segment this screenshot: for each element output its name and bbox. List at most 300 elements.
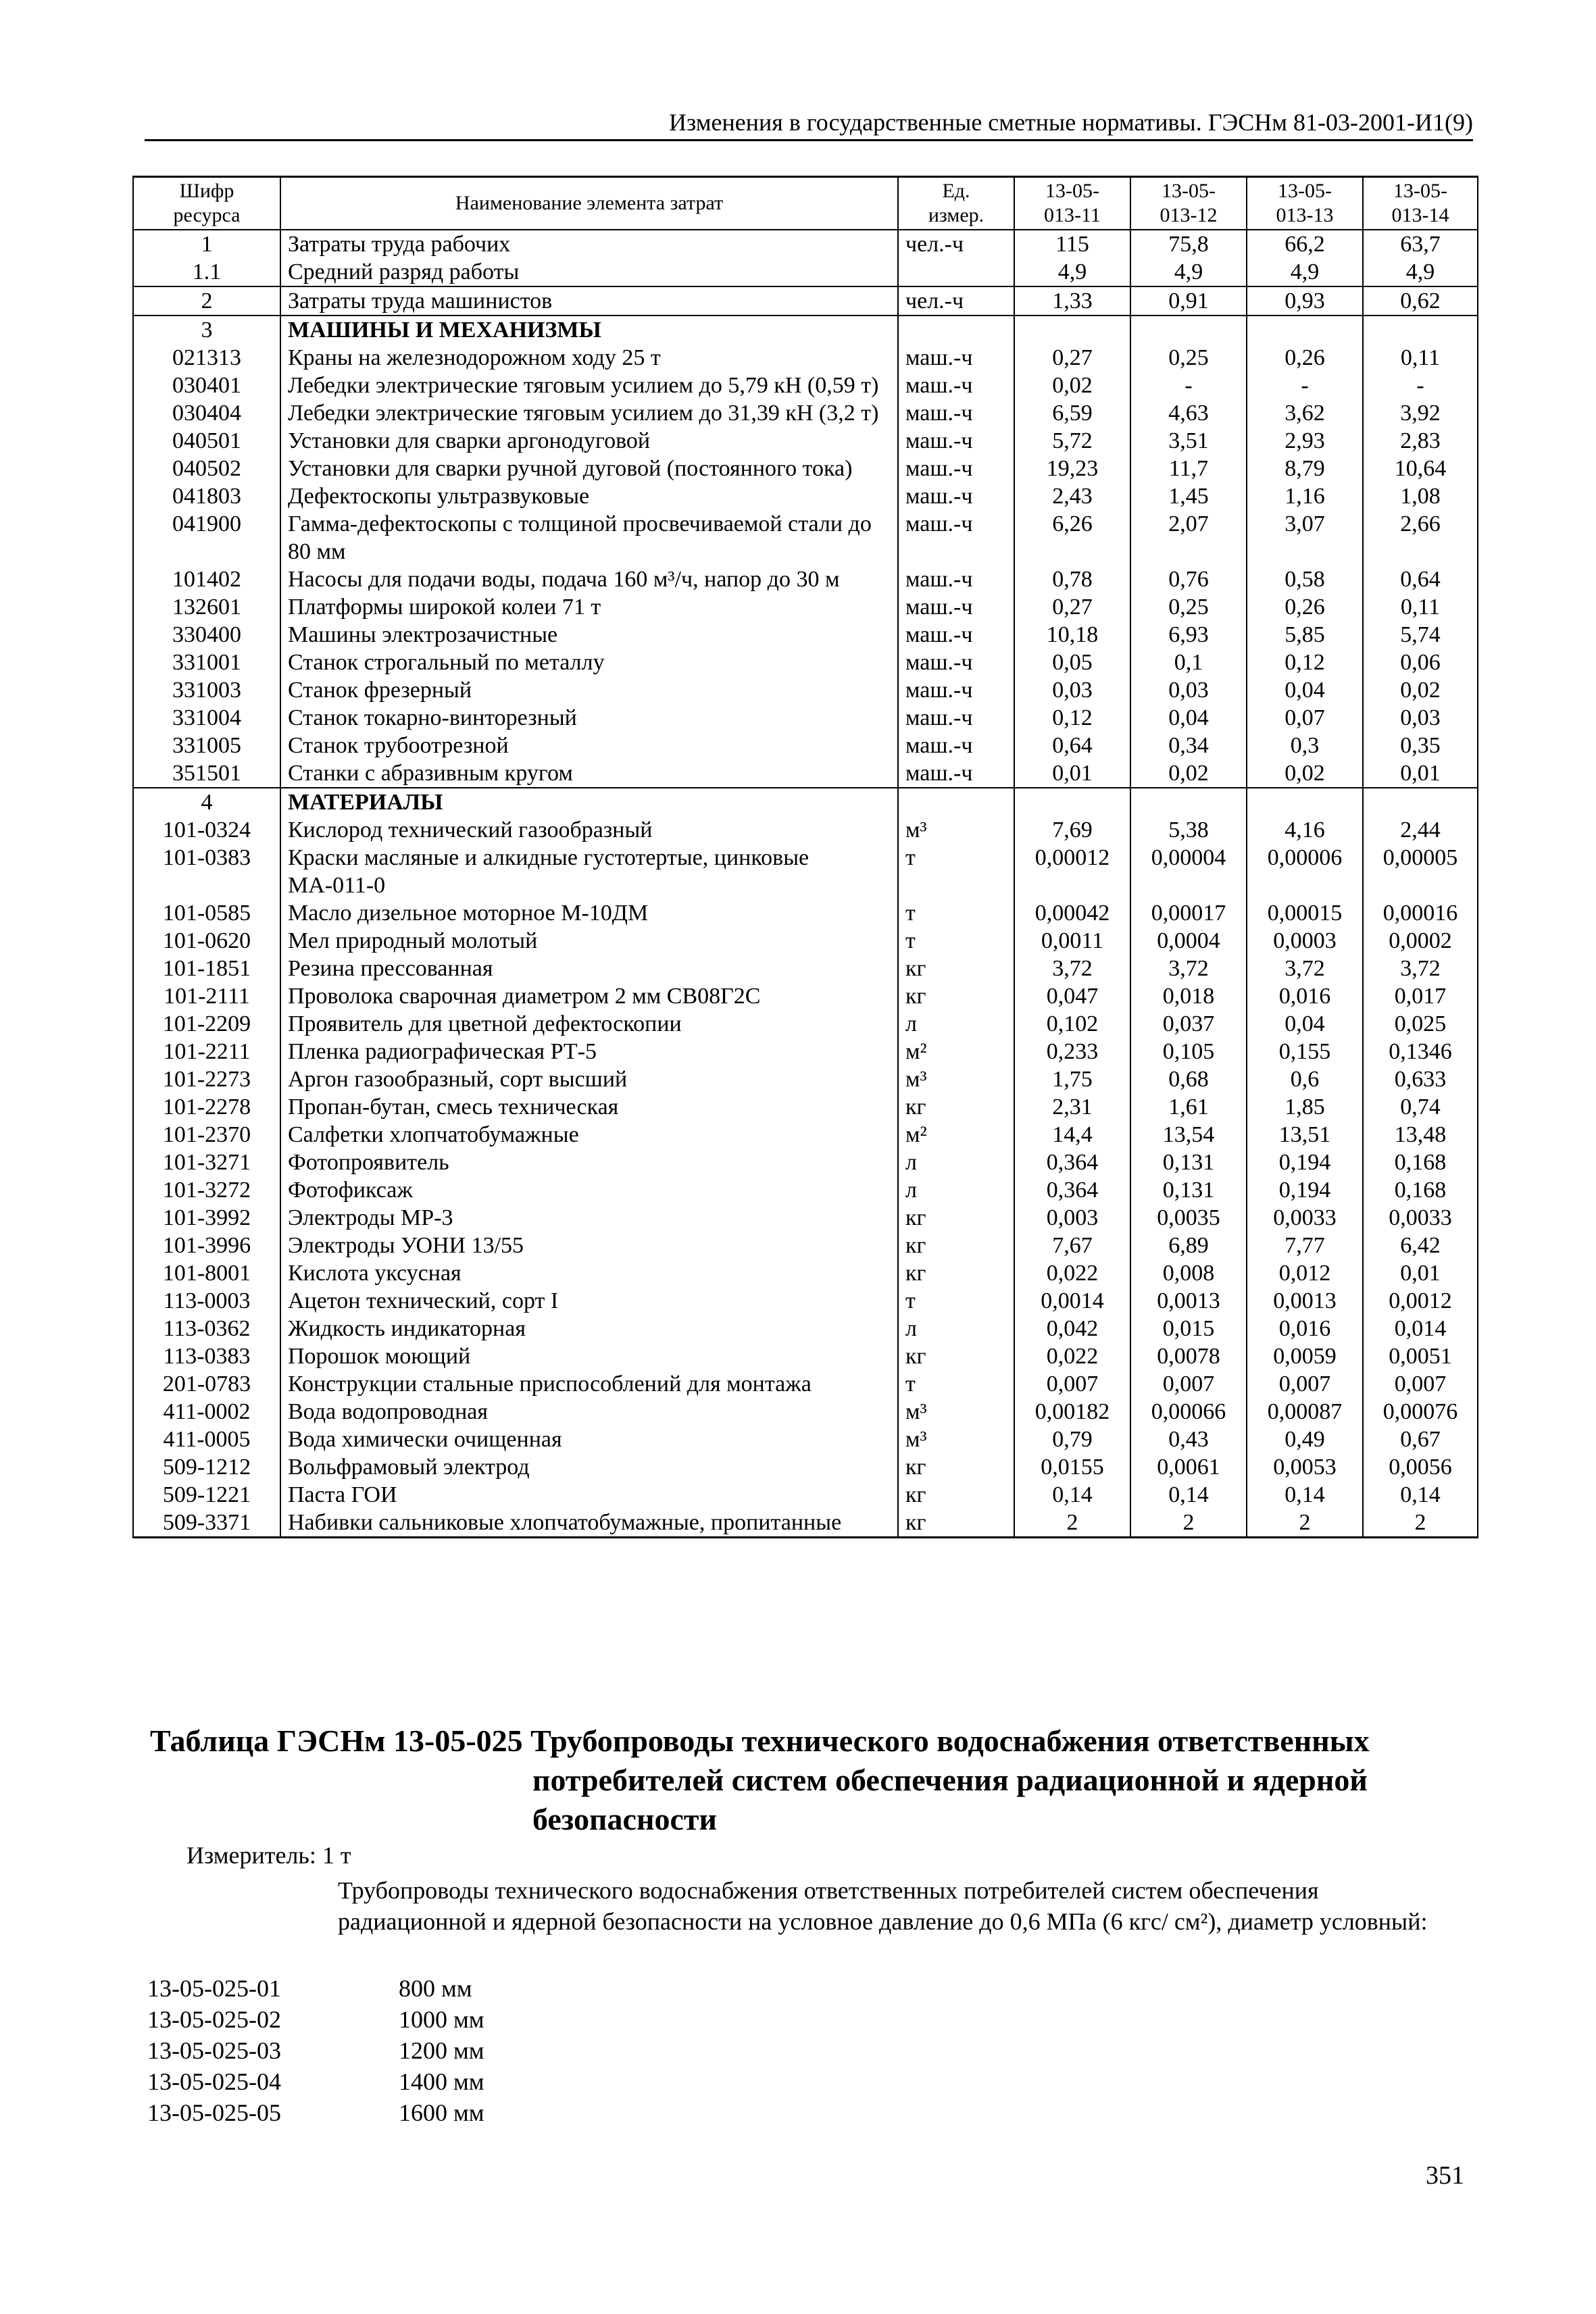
resource-name-cell: Затраты труда рабочих — [280, 230, 898, 258]
unit-cell: м³ — [898, 1426, 1014, 1453]
resource-code-cell: 331004 — [133, 704, 280, 732]
value-cell: 13,48 — [1363, 1121, 1478, 1149]
unit-cell: кг — [898, 1342, 1014, 1370]
value-cell: 4,9 — [1130, 258, 1247, 286]
resource-name-cell: Вода водопроводная — [280, 1398, 898, 1426]
resource-name-cell: Пропан-бутан, смесь техническая — [280, 1093, 898, 1121]
unit-cell: м³ — [898, 1398, 1014, 1426]
value-cell: 0,0002 — [1363, 927, 1478, 955]
unit-cell: м³ — [898, 1065, 1014, 1093]
resource-name-cell: Дефектоскопы ультразвуковые — [280, 482, 898, 510]
column-header-line: ресурса — [173, 204, 241, 226]
resource-code-cell: 040502 — [133, 455, 280, 482]
value-cell: 0,233 — [1014, 1038, 1130, 1065]
value-cell: 2,93 — [1247, 427, 1363, 455]
value-cell — [1014, 788, 1130, 816]
unit-cell — [898, 788, 1014, 816]
value-cell: 3,72 — [1014, 955, 1130, 982]
value-cell: 0,012 — [1247, 1259, 1363, 1287]
value-cell: 3,92 — [1363, 399, 1478, 427]
unit-cell: маш.-ч — [898, 732, 1014, 759]
variant-code: 13-05-025-01 — [147, 1975, 281, 2002]
value-cell: 0,0033 — [1363, 1204, 1478, 1232]
value-cell: 0,04 — [1130, 704, 1247, 732]
table-row — [133, 1287, 1478, 1315]
unit-cell: маш.-ч — [898, 704, 1014, 732]
value-cell: 13,54 — [1130, 1121, 1247, 1149]
resource-code-cell: 101-8001 — [133, 1259, 280, 1287]
table-row — [133, 1038, 1478, 1065]
value-cell: 0,02 — [1363, 676, 1478, 704]
resource-name-cell: Конструкции стальные приспособлений для монтажа — [280, 1370, 898, 1398]
value-cell — [1014, 316, 1130, 344]
resource-code-cell: 331001 — [133, 649, 280, 676]
value-cell: 8,79 — [1247, 455, 1363, 482]
unit-cell: чел.-ч — [898, 230, 1014, 258]
value-cell: 0,131 — [1130, 1176, 1247, 1204]
resource-name-cell: Проволока сварочная диаметром 2 мм СВ08Г2С — [280, 982, 898, 1010]
value-cell: 0,07 — [1247, 704, 1363, 732]
resource-name-cell: Станки с абразивным кругом — [280, 759, 898, 788]
value-cell: 1,61 — [1130, 1093, 1247, 1121]
table-row — [133, 676, 1478, 704]
value-cell: 10,64 — [1363, 455, 1478, 482]
resource-name-cell: Мел природный молотый — [280, 927, 898, 955]
table-row — [133, 927, 1478, 955]
unit-cell: кг — [898, 1093, 1014, 1121]
column-header-line: 013-11 — [1044, 204, 1101, 226]
table-row — [133, 1481, 1478, 1509]
value-cell: 4,9 — [1247, 258, 1363, 286]
value-cell: 0,0056 — [1363, 1453, 1478, 1481]
value-cell: 2 — [1363, 1509, 1478, 1538]
resource-code-cell: 101-0383 — [133, 844, 280, 899]
column-header — [1014, 177, 1130, 230]
value-cell: 0,0155 — [1014, 1453, 1130, 1481]
value-cell: 7,67 — [1014, 1232, 1130, 1259]
value-cell: 0,67 — [1363, 1426, 1478, 1453]
unit-cell: маш.-ч — [898, 510, 1014, 565]
value-cell — [1247, 788, 1363, 816]
value-cell: 2 — [1014, 1509, 1130, 1538]
resource-name-cell: Станок токарно-винторезный — [280, 704, 898, 732]
table-row — [133, 372, 1478, 399]
value-cell: 2 — [1247, 1509, 1363, 1538]
value-cell: 2,43 — [1014, 482, 1130, 510]
value-cell — [1247, 316, 1363, 344]
value-cell: 14,4 — [1014, 1121, 1130, 1149]
unit-cell: л — [898, 1010, 1014, 1038]
value-cell: 0,02 — [1014, 372, 1130, 399]
unit-cell: маш.-ч — [898, 676, 1014, 704]
resource-code-cell: 351501 — [133, 759, 280, 788]
unit-cell: маш.-ч — [898, 344, 1014, 372]
resource-name-cell: МАТЕРИАЛЫ — [280, 788, 898, 816]
value-cell: 0,364 — [1014, 1176, 1130, 1204]
resource-name-cell: Аргон газообразный, сорт высший — [280, 1065, 898, 1093]
value-cell: 3,51 — [1130, 427, 1247, 455]
value-cell: 0,14 — [1014, 1481, 1130, 1509]
value-cell: 0,79 — [1014, 1426, 1130, 1453]
value-cell: 19,23 — [1014, 455, 1130, 482]
value-cell: 0,27 — [1014, 344, 1130, 372]
resource-code-cell: 509-3371 — [133, 1509, 280, 1538]
value-cell: 0,015 — [1130, 1315, 1247, 1342]
column-header-line: 013-12 — [1159, 204, 1218, 226]
column-header-line: Шифр — [179, 180, 234, 202]
value-cell: 0,0033 — [1247, 1204, 1363, 1232]
value-cell: 6,26 — [1014, 510, 1130, 565]
unit-cell: маш.-ч — [898, 621, 1014, 649]
resource-code-cell: 101-2370 — [133, 1121, 280, 1149]
value-cell: 0,01 — [1363, 1259, 1478, 1287]
column-header-line: Наименование элемента затрат — [455, 192, 724, 214]
value-cell: 0,64 — [1363, 565, 1478, 593]
column-header-line: 13-05- — [1162, 180, 1216, 202]
table-row — [133, 1121, 1478, 1149]
variant-code: 13-05-025-04 — [147, 2068, 281, 2095]
column-header — [1363, 177, 1478, 230]
running-header — [145, 105, 1473, 141]
value-cell: 0,155 — [1247, 1038, 1363, 1065]
table-row — [133, 1093, 1478, 1121]
resource-name-cell: Жидкость индикаторная — [280, 1315, 898, 1342]
value-cell: 0,105 — [1130, 1038, 1247, 1065]
value-cell: 0,14 — [1130, 1481, 1247, 1509]
resource-code-cell: 101-2278 — [133, 1093, 280, 1121]
value-cell: 0,05 — [1014, 649, 1130, 676]
unit-cell: т — [898, 927, 1014, 955]
resource-code-cell: 113-0362 — [133, 1315, 280, 1342]
value-cell: 0,025 — [1363, 1010, 1478, 1038]
variant-diameter: 1600 мм — [399, 2099, 484, 2126]
resource-code-cell: 113-0383 — [133, 1342, 280, 1370]
unit-cell: чел.-ч — [898, 286, 1014, 316]
resource-code-cell: 101-3992 — [133, 1204, 280, 1232]
variant-diameter: 800 мм — [399, 1975, 472, 2002]
unit-cell: л — [898, 1315, 1014, 1342]
value-cell: 0,633 — [1363, 1065, 1478, 1093]
value-cell: 0,0014 — [1014, 1287, 1130, 1315]
value-cell: 2,83 — [1363, 427, 1478, 455]
page-number: 351 — [1426, 2161, 1464, 2190]
resource-name-cell: Проявитель для цветной дефектоскопии — [280, 1010, 898, 1038]
value-cell: 66,2 — [1247, 230, 1363, 258]
value-cell: 3,72 — [1363, 955, 1478, 982]
value-cell: 0,007 — [1130, 1370, 1247, 1398]
value-cell: 2 — [1130, 1509, 1247, 1538]
value-cell: 6,59 — [1014, 399, 1130, 427]
value-cell: 13,51 — [1247, 1121, 1363, 1149]
resource-name-cell: Станок строгальный по металлу — [280, 649, 898, 676]
unit-cell: маш.-ч — [898, 593, 1014, 621]
value-cell: 0,26 — [1247, 593, 1363, 621]
value-cell: 0,26 — [1247, 344, 1363, 372]
value-cell: 0,00004 — [1130, 844, 1247, 899]
column-header — [280, 177, 898, 230]
table-row — [133, 759, 1478, 788]
table-row — [133, 510, 1478, 565]
value-cell: 0,00076 — [1363, 1398, 1478, 1426]
value-cell: 10,18 — [1014, 621, 1130, 649]
value-cell: 0,11 — [1363, 593, 1478, 621]
resource-code-cell: 330400 — [133, 621, 280, 649]
value-cell: 0,43 — [1130, 1426, 1247, 1453]
resource-table — [132, 176, 1478, 1538]
value-cell: 0,04 — [1247, 676, 1363, 704]
value-cell: 3,72 — [1130, 955, 1247, 982]
table-row — [133, 344, 1478, 372]
table-row — [133, 1398, 1478, 1426]
table-row — [133, 844, 1478, 899]
resource-code-cell: 030404 — [133, 399, 280, 427]
column-header-line: измер. — [928, 204, 984, 226]
unit-cell — [898, 316, 1014, 344]
value-cell: 0,1346 — [1363, 1038, 1478, 1065]
column-header — [133, 177, 280, 230]
table-row — [133, 286, 1478, 316]
value-cell: 3,62 — [1247, 399, 1363, 427]
table-row — [133, 1149, 1478, 1176]
work-description: Трубопроводы технического водоснабжения ответственных потребителей систем обеспечения радиационной и ядерной безопасности на условное давление до 0,6 МПа (6 кгс/ см²), диаметр условный: — [338, 1877, 1428, 1935]
unit-cell: маш.-ч — [898, 455, 1014, 482]
value-cell: 0,01 — [1014, 759, 1130, 788]
value-cell: 0,14 — [1247, 1481, 1363, 1509]
resource-name-cell: Станок фрезерный — [280, 676, 898, 704]
value-cell: 0,12 — [1014, 704, 1130, 732]
value-cell: 0,008 — [1130, 1259, 1247, 1287]
resource-code-cell: 201-0783 — [133, 1370, 280, 1398]
value-cell: 0,0013 — [1247, 1287, 1363, 1315]
unit-cell: кг — [898, 1204, 1014, 1232]
value-cell: 0,00006 — [1247, 844, 1363, 899]
table-row — [133, 316, 1478, 344]
column-header — [898, 177, 1014, 230]
resource-name-cell: Кислота уксусная — [280, 1259, 898, 1287]
value-cell: 0,03 — [1014, 676, 1130, 704]
table-row — [133, 732, 1478, 759]
value-cell: 0,022 — [1014, 1259, 1130, 1287]
resource-code-cell: 041900 — [133, 510, 280, 565]
value-cell: 115 — [1014, 230, 1130, 258]
table-title-line-2: потребителей систем обеспечения радиационной и ядерной — [532, 1763, 1368, 1797]
value-cell: 0,0051 — [1363, 1342, 1478, 1370]
value-cell: 0,016 — [1247, 982, 1363, 1010]
resource-code-cell: 101-3272 — [133, 1176, 280, 1204]
value-cell: 0,58 — [1247, 565, 1363, 593]
unit-cell — [898, 258, 1014, 286]
table-row — [133, 1204, 1478, 1232]
table-row — [133, 1342, 1478, 1370]
resource-code-cell: 3 — [133, 316, 280, 344]
table-row — [133, 258, 1478, 286]
table-row — [133, 982, 1478, 1010]
value-cell: 1,75 — [1014, 1065, 1130, 1093]
resource-name-cell: Фотофиксаж — [280, 1176, 898, 1204]
value-cell: 0,003 — [1014, 1204, 1130, 1232]
running-header-text: Изменения в государственные сметные нормативы. ГЭСНм 81-03-2001-И1(9) — [669, 109, 1473, 136]
value-cell: 6,93 — [1130, 621, 1247, 649]
value-cell: 4,9 — [1014, 258, 1130, 286]
value-cell — [1130, 316, 1247, 344]
value-cell: 0,27 — [1014, 593, 1130, 621]
value-cell: 0,194 — [1247, 1149, 1363, 1176]
unit-cell: т — [898, 844, 1014, 899]
value-cell: 0,01 — [1363, 759, 1478, 788]
value-cell: 0,68 — [1130, 1065, 1247, 1093]
table-header-row — [133, 177, 1478, 230]
value-cell: 0,74 — [1363, 1093, 1478, 1121]
resource-code-cell: 101-3271 — [133, 1149, 280, 1176]
resource-name-cell: Затраты труда машинистов — [280, 286, 898, 316]
resource-code-cell: 040501 — [133, 427, 280, 455]
value-cell: 0,00087 — [1247, 1398, 1363, 1426]
unit-cell: маш.-ч — [898, 399, 1014, 427]
resource-code-cell: 411-0002 — [133, 1398, 280, 1426]
table-row — [133, 455, 1478, 482]
resource-code-cell: 101-2209 — [133, 1010, 280, 1038]
resource-code-cell: 101-2273 — [133, 1065, 280, 1093]
table-row — [133, 816, 1478, 844]
value-cell: 0,00015 — [1247, 899, 1363, 927]
resource-code-cell: 101-0620 — [133, 927, 280, 955]
table-row — [133, 593, 1478, 621]
resource-name-cell: Резина прессованная — [280, 955, 898, 982]
table-row — [133, 1259, 1478, 1287]
table-row — [133, 1065, 1478, 1093]
value-cell: 0,02 — [1130, 759, 1247, 788]
value-cell: 4,16 — [1247, 816, 1363, 844]
resource-code-cell: 030401 — [133, 372, 280, 399]
value-cell: 0,0004 — [1130, 927, 1247, 955]
unit-cell: кг — [898, 1509, 1014, 1538]
value-cell: 0,12 — [1247, 649, 1363, 676]
value-cell: 0,25 — [1130, 344, 1247, 372]
resource-name-cell: Средний разряд работы — [280, 258, 898, 286]
resource-code-cell: 113-0003 — [133, 1287, 280, 1315]
table-row — [133, 565, 1478, 593]
table-row — [133, 704, 1478, 732]
resource-code-cell: 2 — [133, 286, 280, 316]
resource-name-cell: Установки для сварки ручной дуговой (постоянного тока) — [280, 455, 898, 482]
table-row — [133, 427, 1478, 455]
resource-code-cell: 041803 — [133, 482, 280, 510]
value-cell: 7,69 — [1014, 816, 1130, 844]
resource-code-cell: 101402 — [133, 565, 280, 593]
table-row — [133, 230, 1478, 258]
value-cell: 0,168 — [1363, 1149, 1478, 1176]
value-cell: 0,06 — [1363, 649, 1478, 676]
table-row — [133, 649, 1478, 676]
value-cell: 4,9 — [1363, 258, 1478, 286]
unit-cell: маш.-ч — [898, 565, 1014, 593]
resource-code-cell: 1.1 — [133, 258, 280, 286]
unit-cell: т — [898, 1370, 1014, 1398]
unit-cell: маш.-ч — [898, 372, 1014, 399]
value-cell: - — [1363, 372, 1478, 399]
value-cell: 0,64 — [1014, 732, 1130, 759]
unit-cell: маш.-ч — [898, 427, 1014, 455]
resource-name-cell: Набивки сальниковые хлопчатобумажные, пропитанные — [280, 1509, 898, 1538]
value-cell: 0,03 — [1363, 704, 1478, 732]
value-cell: 0,0059 — [1247, 1342, 1363, 1370]
value-cell: 0,007 — [1014, 1370, 1130, 1398]
table-row — [133, 399, 1478, 427]
variant-code: 13-05-025-05 — [147, 2099, 281, 2126]
value-cell: 0,04 — [1247, 1010, 1363, 1038]
table-row — [133, 788, 1478, 816]
resource-name-cell: Масло дизельное моторное М-10ДМ — [280, 899, 898, 927]
value-cell: 5,74 — [1363, 621, 1478, 649]
resource-code-cell: 509-1221 — [133, 1481, 280, 1509]
value-cell — [1363, 788, 1478, 816]
value-cell: 5,72 — [1014, 427, 1130, 455]
column-header-line: 13-05- — [1045, 180, 1099, 202]
value-cell: 0,168 — [1363, 1176, 1478, 1204]
column-header — [1130, 177, 1247, 230]
value-cell: 11,7 — [1130, 455, 1247, 482]
variant-diameter: 1400 мм — [399, 2068, 484, 2095]
value-cell: 0,018 — [1130, 982, 1247, 1010]
column-header-line: Ед. — [942, 180, 970, 202]
resource-code-cell: 4 — [133, 788, 280, 816]
value-cell: 0,0011 — [1014, 927, 1130, 955]
value-cell: 0,0035 — [1130, 1204, 1247, 1232]
value-cell — [1363, 316, 1478, 344]
unit-cell: л — [898, 1176, 1014, 1204]
resource-name-cell: Салфетки хлопчатобумажные — [280, 1121, 898, 1149]
value-cell: 3,72 — [1247, 955, 1363, 982]
resource-code-cell: 132601 — [133, 593, 280, 621]
value-cell: 2,31 — [1014, 1093, 1130, 1121]
variant-diameter: 1200 мм — [399, 2037, 484, 2064]
table-body — [133, 230, 1478, 1538]
value-cell: 0,49 — [1247, 1426, 1363, 1453]
value-cell: 0,022 — [1014, 1342, 1130, 1370]
value-cell: 0,25 — [1130, 593, 1247, 621]
resource-name-cell: Электроды МР-3 — [280, 1204, 898, 1232]
variant-code: 13-05-025-02 — [147, 2006, 281, 2033]
value-cell: 0,00012 — [1014, 844, 1130, 899]
value-cell: 0,042 — [1014, 1315, 1130, 1342]
resource-name-cell: Вольфрамовый электрод — [280, 1453, 898, 1481]
table-title-line-3: безопасности — [532, 1802, 717, 1836]
value-cell: 0,91 — [1130, 286, 1247, 316]
table-row — [133, 1509, 1478, 1538]
value-cell: 0,00182 — [1014, 1398, 1130, 1426]
column-header-line: 013-13 — [1276, 204, 1334, 226]
resource-name-cell: Машины электрозачистные — [280, 621, 898, 649]
value-cell: 0,016 — [1247, 1315, 1363, 1342]
variant-code: 13-05-025-03 — [147, 2037, 281, 2064]
table-row — [133, 899, 1478, 927]
resource-name-cell: Краны на железнодорожном ходу 25 т — [280, 344, 898, 372]
resource-name-cell: Насосы для подачи воды, подача 160 м³/ч, напор до 30 м — [280, 565, 898, 593]
value-cell: 0,35 — [1363, 732, 1478, 759]
value-cell: 0,131 — [1130, 1149, 1247, 1176]
resource-name-cell: Вода химически очищенная — [280, 1426, 898, 1453]
value-cell: 2,44 — [1363, 816, 1478, 844]
value-cell: 0,00066 — [1130, 1398, 1247, 1426]
value-cell: 0,0013 — [1130, 1287, 1247, 1315]
value-cell: 0,62 — [1363, 286, 1478, 316]
table-row — [133, 1426, 1478, 1453]
unit-cell: кг — [898, 1259, 1014, 1287]
value-cell: 1,45 — [1130, 482, 1247, 510]
table-row — [133, 1176, 1478, 1204]
resource-name-cell: Ацетон технический, сорт I — [280, 1287, 898, 1315]
resource-code-cell: 411-0005 — [133, 1426, 280, 1453]
